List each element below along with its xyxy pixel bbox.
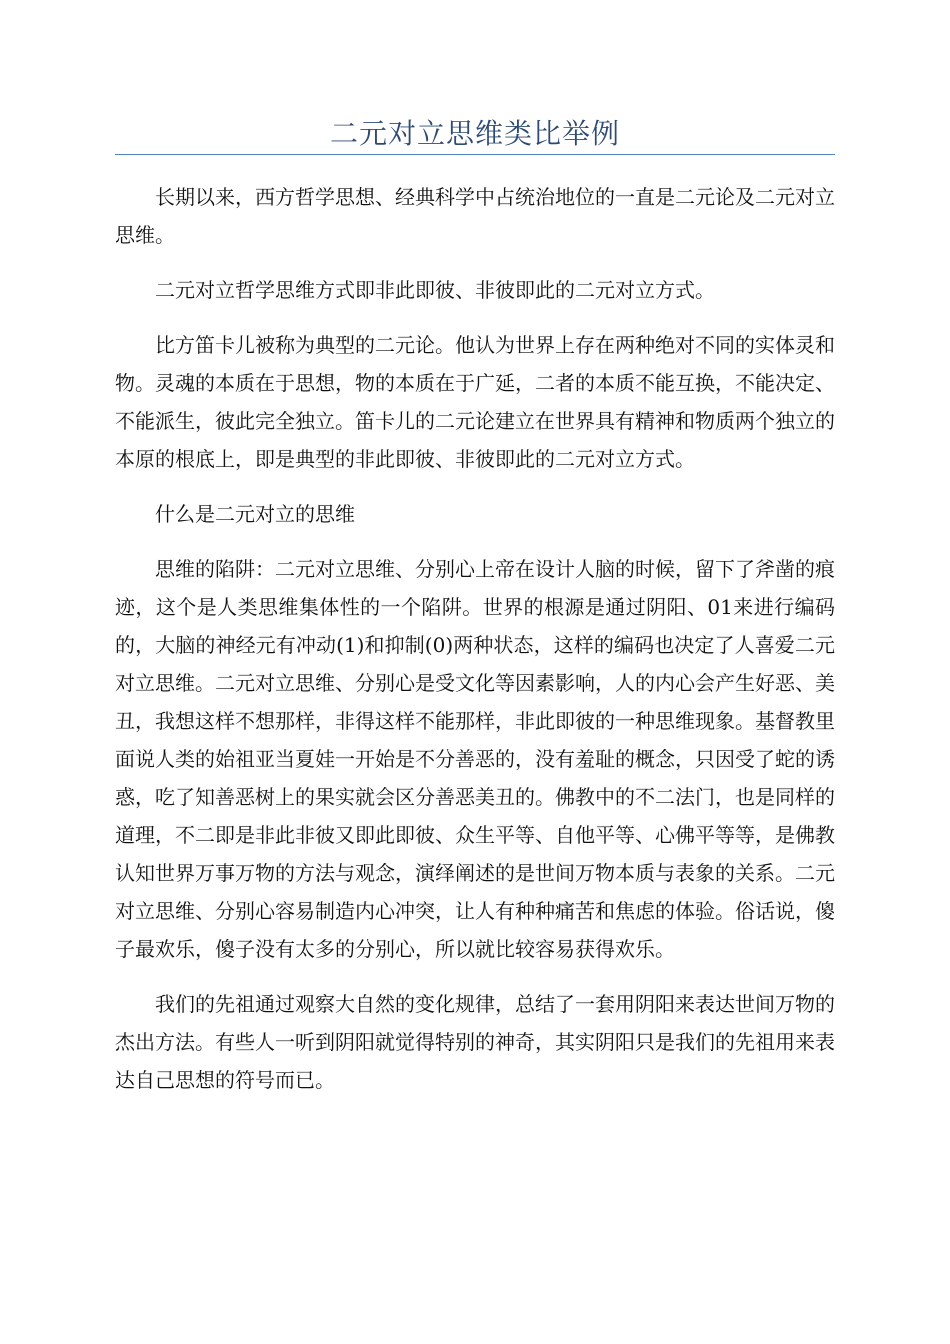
section-heading: 什么是二元对立的思维 (155, 502, 355, 526)
document-title: 二元对立思维类比举例 (329, 117, 620, 150)
title-underline (115, 154, 835, 155)
paragraph-5: 我们的先祖通过观察大自然的变化规律，总结了一套用阴阳来表达世间万物的杰出方法。有些人一听到阴阳就觉得特别的神奇，其实阴阳只是我们的先祖用来表达自己思想的符号而已。 (115, 992, 835, 1092)
paragraph-3: 比方笛卡儿被称为典型的二元论。他认为世界上存在两种绝对不同的实体灵和物。灵魂的本质在于思想，物的本质在于广延，二者的本质不能互换，不能决定、不能派生，彼此完全独立。笛卡儿的二元论建立在世界具有精神和物质两个独立的本原的根底上，即是典型的非此即彼、非彼即此的二元对立方式。 (115, 333, 835, 471)
paragraph-1: 长期以来，西方哲学思想、经典科学中占统治地位的一直是二元论及二元对立思维。 (115, 185, 835, 247)
paragraph-4: 思维的陷阱：二元对立思维、分别心上帝在设计人脑的时候，留下了斧凿的痕迹，这个是人类思维集体性的一个陷阱。世界的根源是通过阴阳、01来进行编码的，大脑的神经元有冲动(1)和抑制(0)两种状态，这样的编码也决定了人喜爱二元对立思维。二元对立思维、分别心是受文化等因素影响，人的内心会产生好恶、美丑，我想这样不想那样，非得这样不能那样，非此即彼的一种思维现象。基督教里面说人类的始祖亚当夏娃一开始是不分善恶的，没有羞耻的概念，只因受了蛇的诱惑，吃了知善恶树上的果实就会区分善恶美丑的。佛教中的不二法门，也是同样的道理，不二即是非此非彼又即此即彼、众生平等、自他平等、心佛平等等，是佛教认知世界万事万物的方法与观念，演绎阐述的是世间万物本质与表象的关系。二元对立思维、分别心容易制造内心冲突，让人有种种痛苦和焦虑的体验。俗话说，傻子最欢乐，傻子没有太多的分别心，所以就比较容易获得欢乐。 (115, 557, 835, 961)
paragraph-2: 二元对立哲学思维方式即非此即彼、非彼即此的二元对立方式。 (155, 278, 715, 302)
document-body (115, 178, 835, 1116)
